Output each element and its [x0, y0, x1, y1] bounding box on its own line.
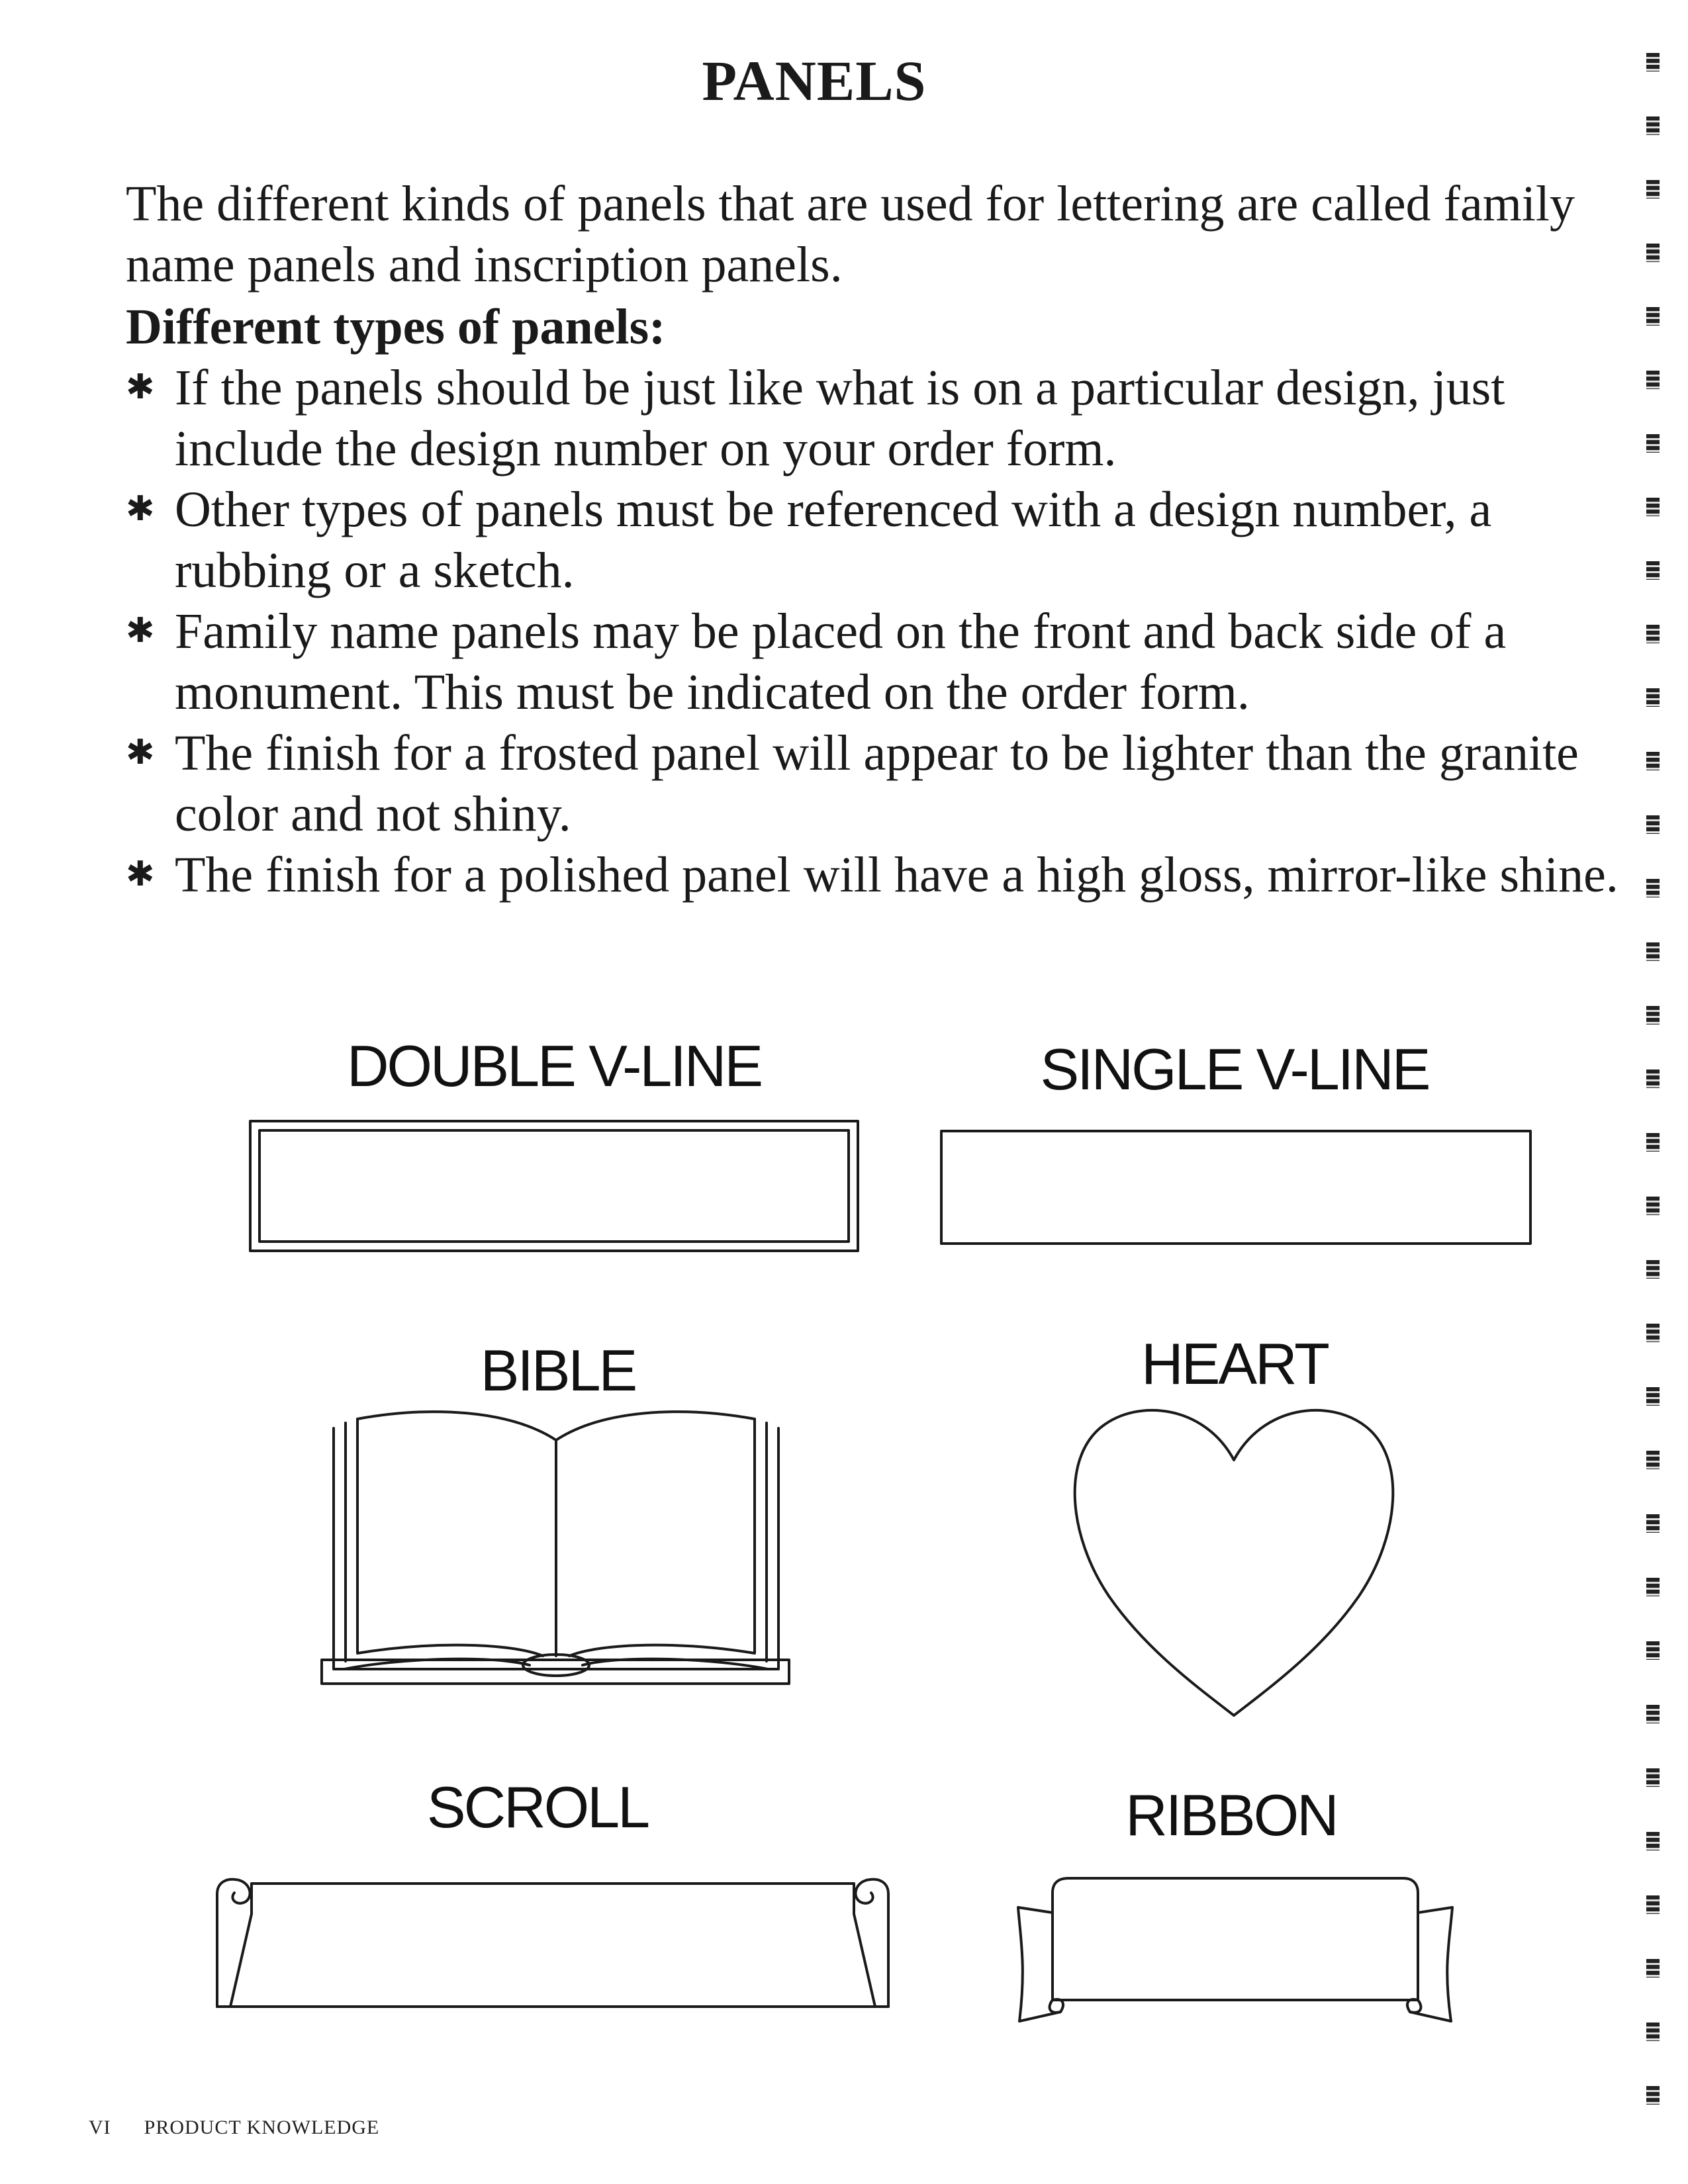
page-title: PANELS: [702, 49, 927, 113]
list-item-text: The finish for a polished panel will have a high gloss, mirror-like shine.: [175, 847, 1618, 903]
binding-hole: [1646, 1514, 1660, 1533]
heart-label: HEART: [1141, 1331, 1328, 1396]
binding-hole: [1646, 498, 1660, 516]
list-item: [126, 357, 1642, 479]
binding-hole: [1646, 815, 1660, 834]
binding-hole: [1646, 1832, 1660, 1850]
list-item-text: If the panels should be just like what is on a particular design, just include the design number on your order form.: [175, 360, 1505, 477]
footer-section-title: PRODUCT KNOWLEDGE: [144, 2116, 380, 2138]
binding-hole: [1646, 434, 1660, 453]
binding-hole: [1646, 1387, 1660, 1406]
binding-hole: [1646, 53, 1660, 71]
binding-hole: [1646, 942, 1660, 961]
binding-hole: [1646, 879, 1660, 897]
binding-hole: [1646, 1959, 1660, 1978]
binding-hole: [1646, 2086, 1660, 2105]
binding-hole: [1646, 1895, 1660, 1914]
panel-types-heading: Different types of panels:: [126, 299, 666, 355]
ribbon-panel-illustration: [1013, 1874, 1456, 2024]
bullet-star-icon: ✱: [126, 369, 155, 406]
list-item: [126, 844, 1642, 905]
page-footer: [89, 2116, 412, 2139]
binding-hole: [1646, 1641, 1660, 1660]
list-item: [126, 479, 1642, 601]
intro-paragraph: The different kinds of panels that are used for lettering are called family name panels and inscription panels.: [126, 176, 1575, 293]
binding-hole: [1646, 180, 1660, 199]
list-item: [126, 723, 1642, 844]
binding-hole: [1646, 1197, 1660, 1215]
binding-hole: [1646, 1768, 1660, 1787]
bible-panel-illustration: [318, 1410, 794, 1688]
bullet-star-icon: ✱: [126, 612, 155, 650]
scroll-label: SCROLL: [426, 1774, 649, 1840]
binding-hole: [1646, 1069, 1660, 1088]
binding-hole: [1646, 244, 1660, 262]
list-item-text: The finish for a frosted panel will appear to be lighter than the granite color and not shiny.: [175, 725, 1579, 842]
spiral-binding: [1646, 53, 1661, 2144]
binding-hole: [1646, 1578, 1660, 1596]
binding-hole: [1646, 1451, 1660, 1469]
binding-hole: [1646, 1324, 1660, 1342]
binding-hole: [1646, 371, 1660, 389]
binding-hole: [1646, 752, 1660, 770]
single-v-line-panel-illustration: [940, 1130, 1532, 1245]
bullet-star-icon: ✱: [126, 856, 155, 893]
panel-types-list: [126, 357, 1642, 905]
binding-hole: [1646, 688, 1660, 707]
list-item-text: Other types of panels must be referenced with a design number, a rubbing or a sketch.: [175, 482, 1492, 598]
binding-hole: [1646, 307, 1660, 326]
heart-panel-illustration: [1072, 1403, 1395, 1719]
bullet-star-icon: ✱: [126, 734, 155, 772]
binding-hole: [1646, 625, 1660, 643]
binding-hole: [1646, 561, 1660, 580]
list-item: [126, 601, 1642, 723]
binding-hole: [1646, 1260, 1660, 1279]
double-v-line-panel-illustration: [249, 1120, 859, 1252]
page-number: VI: [89, 2116, 111, 2138]
scroll-panel-illustration: [212, 1874, 894, 2013]
binding-hole: [1646, 1705, 1660, 1723]
binding-hole: [1646, 1006, 1660, 1024]
bullet-star-icon: ✱: [126, 490, 155, 528]
list-item-text: Family name panels may be placed on the front and back side of a monument. This must be indicated on the order form.: [175, 604, 1507, 720]
bible-label: BIBLE: [480, 1338, 636, 1403]
single-v-line-label: SINGLE V-LINE: [1040, 1036, 1429, 1102]
binding-hole: [1646, 1133, 1660, 1152]
binding-hole: [1646, 116, 1660, 135]
double-v-line-label: DOUBLE V-LINE: [346, 1033, 762, 1099]
ribbon-label: RIBBON: [1125, 1782, 1337, 1848]
binding-hole: [1646, 2023, 1660, 2041]
